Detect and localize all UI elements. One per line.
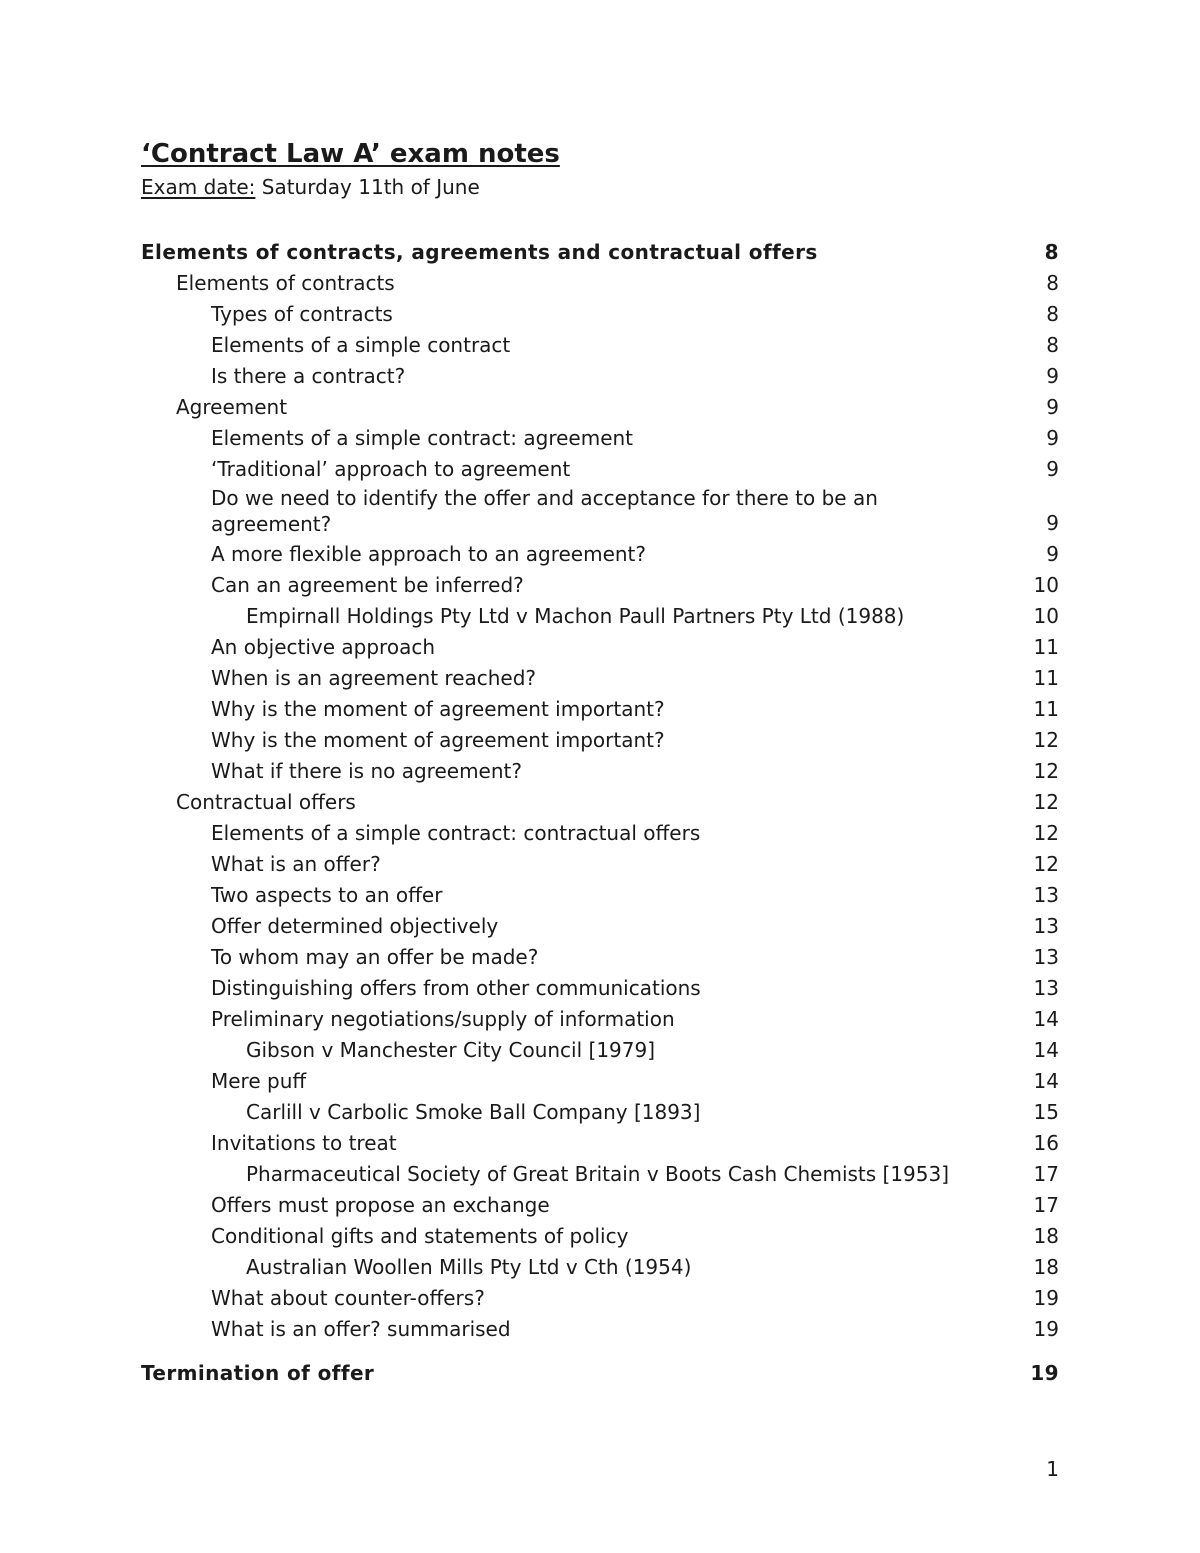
toc-entry-title: What is an offer? — [211, 852, 381, 876]
toc-entry-page: 12 — [1033, 852, 1059, 876]
toc-entry[interactable] — [141, 1035, 1059, 1066]
toc-entry[interactable] — [141, 1221, 1059, 1252]
toc-entry-title: Can an agreement be inferred? — [211, 573, 524, 597]
toc-entry-title: Carlill v Carbolic Smoke Ball Company [1893] — [246, 1100, 701, 1124]
toc-entry[interactable] — [141, 1159, 1059, 1190]
toc-entry[interactable] — [141, 423, 1059, 454]
toc-entry-page: 17 — [1033, 1193, 1059, 1217]
toc-entry-title: Elements of a simple contract: agreement — [211, 426, 634, 450]
toc-entry-title: Offers must propose an exchange — [211, 1193, 550, 1217]
toc-entry[interactable] — [141, 570, 1059, 601]
toc-entry-title: Invitations to treat — [211, 1131, 397, 1155]
toc-entry-title: Distinguishing offers from other communications — [211, 976, 701, 1000]
toc-entry-page: 10 — [1033, 604, 1059, 628]
toc-entry-page: 11 — [1033, 635, 1059, 659]
toc-entry[interactable] — [141, 787, 1059, 818]
toc-entry-page: 12 — [1033, 728, 1059, 752]
toc-entry-title: Mere puff — [211, 1069, 307, 1093]
toc-entry-title: What if there is no agreement? — [211, 759, 522, 783]
toc-entry-title: ‘Traditional’ approach to agreement — [211, 457, 571, 481]
toc-entry-title: Elements of contracts, agreements and contractual offers — [141, 240, 818, 264]
toc-entry-page: 19 — [1030, 1361, 1059, 1385]
toc-entry[interactable] — [141, 1190, 1059, 1221]
toc-entry[interactable] — [141, 880, 1059, 911]
toc-entry-title: What about counter-offers? — [211, 1286, 485, 1310]
toc-entry[interactable] — [141, 1097, 1059, 1128]
toc-entry[interactable] — [141, 330, 1059, 361]
toc-entry[interactable] — [141, 299, 1059, 330]
exam-date-label: Exam date: — [141, 175, 256, 199]
toc-entry-page: 15 — [1033, 1100, 1059, 1124]
toc-entry-title: Pharmaceutical Society of Great Britain v Boots Cash Chemists [1953] — [246, 1162, 950, 1186]
toc-entry[interactable] — [141, 632, 1059, 663]
toc-entry-title: Elements of a simple contract — [211, 333, 511, 357]
toc-entry-title: Why is the moment of agreement important? — [211, 728, 665, 752]
toc-entry-title: Elements of contracts — [176, 271, 395, 295]
toc-entry[interactable] — [141, 237, 1059, 268]
toc-entry-title: An objective approach — [211, 635, 435, 659]
toc-entry[interactable] — [141, 1358, 1059, 1389]
toc-entry[interactable] — [141, 911, 1059, 942]
toc-entry-page: 9 — [1046, 364, 1059, 388]
toc-entry-page: 13 — [1033, 883, 1059, 907]
toc-entry[interactable] — [141, 392, 1059, 423]
toc-entry-title: Two aspects to an offer — [211, 883, 443, 907]
toc-entry[interactable] — [141, 454, 1059, 485]
toc-entry-title: Termination of offer — [141, 1361, 375, 1385]
toc-entry[interactable] — [141, 756, 1059, 787]
toc-entry[interactable] — [141, 539, 1059, 570]
toc-entry[interactable] — [141, 1252, 1059, 1283]
toc-entry-page: 8 — [1044, 240, 1059, 264]
toc-entry-page: 12 — [1033, 759, 1059, 783]
toc-entry-title: Australian Woollen Mills Pty Ltd v Cth (1954) — [246, 1255, 692, 1279]
document-title: ‘Contract Law A’ exam notes — [141, 139, 560, 169]
toc-entry-page: 18 — [1033, 1255, 1059, 1279]
toc-entry[interactable] — [141, 663, 1059, 694]
toc-entry-page: 9 — [1046, 426, 1059, 450]
toc-entry[interactable] — [141, 942, 1059, 973]
toc-entry-page: 14 — [1033, 1069, 1059, 1093]
toc-entry-title: Is there a contract? — [211, 364, 406, 388]
toc-entry[interactable] — [141, 601, 1059, 632]
toc-entry-page: 12 — [1033, 821, 1059, 845]
toc-entry[interactable] — [141, 1283, 1059, 1314]
toc-entry-page: 17 — [1033, 1162, 1059, 1186]
toc-entry-title: Agreement — [176, 395, 288, 419]
toc-entry[interactable] — [141, 818, 1059, 849]
toc-entry-title: Why is the moment of agreement important? — [211, 697, 665, 721]
toc-entry[interactable] — [141, 1066, 1059, 1097]
toc-entry-title: Contractual offers — [176, 790, 356, 814]
toc-entry[interactable] — [141, 1128, 1059, 1159]
toc-entry-page: 11 — [1033, 697, 1059, 721]
toc-entry-page: 14 — [1033, 1038, 1059, 1062]
table-of-contents — [141, 237, 1059, 1389]
toc-entry-title: Elements of a simple contract: contractual offers — [211, 821, 701, 845]
toc-entry-page: 10 — [1033, 573, 1059, 597]
toc-entry-page: 11 — [1033, 666, 1059, 690]
toc-entry-page: 14 — [1033, 1007, 1059, 1031]
toc-entry-page: 19 — [1033, 1286, 1059, 1310]
toc-entry[interactable] — [141, 1004, 1059, 1035]
toc-entry[interactable] — [141, 694, 1059, 725]
toc-entry-page: 16 — [1033, 1131, 1059, 1155]
toc-entry-page: 8 — [1046, 333, 1059, 357]
exam-date-line — [141, 175, 480, 199]
toc-entry-title: Conditional gifts and statements of policy — [211, 1224, 629, 1248]
toc-entry-page: 18 — [1033, 1224, 1059, 1248]
toc-entry[interactable] — [141, 485, 1059, 539]
toc-entry-page: 13 — [1033, 976, 1059, 1000]
toc-entry-title: Types of contracts — [211, 302, 393, 326]
toc-entry[interactable] — [141, 973, 1059, 1004]
toc-entry[interactable] — [141, 361, 1059, 392]
toc-entry-page: 19 — [1033, 1317, 1059, 1341]
toc-entry-title: Do we need to identify the offer and acceptance for there to be an agreement? — [211, 486, 878, 536]
toc-entry[interactable] — [141, 725, 1059, 756]
toc-entry-page: 12 — [1033, 790, 1059, 814]
toc-entry-page: 9 — [1046, 511, 1059, 535]
toc-entry-title: Offer determined objectively — [211, 914, 499, 938]
toc-entry-title: What is an offer? summarised — [211, 1317, 511, 1341]
page-number: 1 — [1046, 1457, 1059, 1481]
toc-entry-title: When is an agreement reached? — [211, 666, 537, 690]
toc-entry-page: 9 — [1046, 395, 1059, 419]
toc-entry-page: 8 — [1046, 302, 1059, 326]
toc-entry-page: 9 — [1046, 457, 1059, 481]
toc-entry-page: 13 — [1033, 914, 1059, 938]
toc-entry-title: Empirnall Holdings Pty Ltd v Machon Paull Partners Pty Ltd (1988) — [246, 604, 905, 628]
toc-entry-title: Gibson v Manchester City Council [1979] — [246, 1038, 656, 1062]
toc-entry-page: 8 — [1046, 271, 1059, 295]
toc-entry[interactable] — [141, 268, 1059, 299]
toc-entry-title: Preliminary negotiations/supply of information — [211, 1007, 675, 1031]
exam-date-value: Saturday 11th of June — [255, 175, 480, 199]
toc-entry[interactable] — [141, 1314, 1059, 1345]
toc-entry-title: A more flexible approach to an agreement? — [211, 542, 646, 566]
toc-entry-page: 13 — [1033, 945, 1059, 969]
toc-entry[interactable] — [141, 849, 1059, 880]
toc-entry-page: 9 — [1046, 542, 1059, 566]
toc-entry-title: To whom may an offer be made? — [211, 945, 539, 969]
